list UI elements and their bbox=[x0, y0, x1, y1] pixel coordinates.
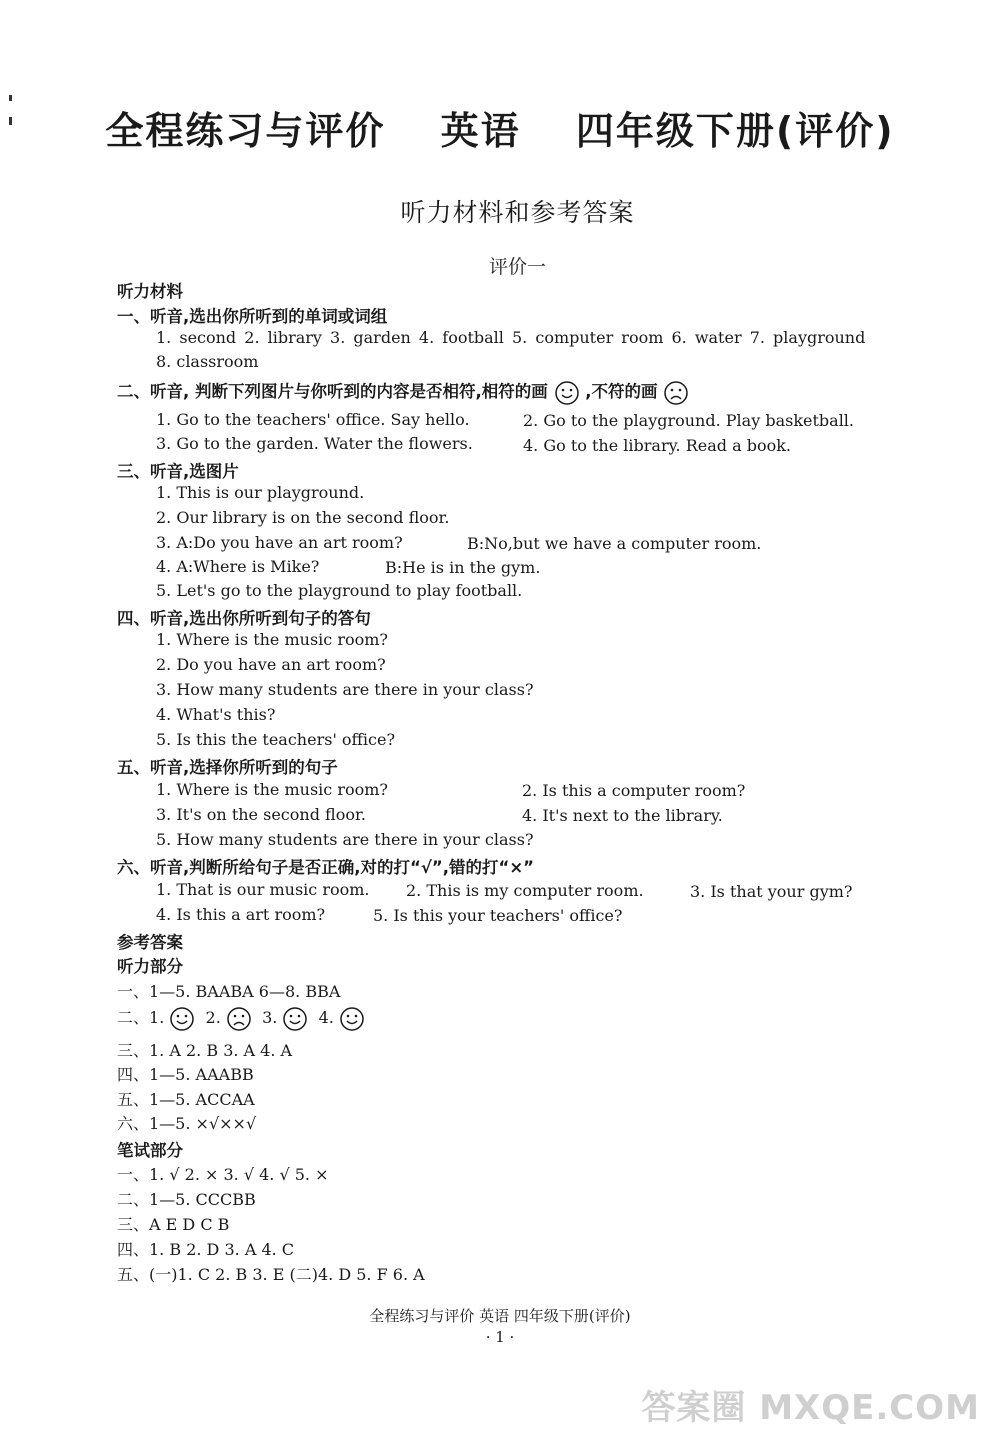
s5-item-4: 4. It's next to the library. bbox=[522, 806, 723, 825]
s2-heading-b: ,不符的画 bbox=[585, 382, 658, 401]
answer-l4: 四、1—5. AAABB bbox=[117, 1065, 254, 1084]
title-part3: 四年级下册(评价) bbox=[575, 109, 895, 153]
s3-item-3b: B:No,but we have a computer room. bbox=[467, 534, 762, 553]
smile-icon bbox=[339, 1006, 365, 1032]
smile-icon bbox=[282, 1006, 308, 1032]
page-title bbox=[0, 100, 1000, 155]
s2-item-3: 3. Go to the garden. Water the flowers. bbox=[156, 434, 473, 453]
subtitle: 听力材料和参考答案 bbox=[400, 198, 635, 227]
smile-icon bbox=[169, 1006, 195, 1032]
answer-w2: 二、1—5. CCCBB bbox=[117, 1190, 256, 1209]
s5-item-2: 2. Is this a computer room? bbox=[522, 781, 746, 800]
s5-heading: 五、听音,选择你所听到的句子 bbox=[117, 758, 338, 777]
s3-item-2: 2. Our library is on the second floor. bbox=[156, 508, 450, 527]
answer-l1: 一、1—5. BAABA 6—8. BBA bbox=[117, 982, 341, 1001]
s6-item-1: 1. That is our music room. bbox=[156, 880, 370, 899]
watermark: 答案圈 MXQE.COM bbox=[641, 1388, 980, 1428]
s4-item-3: 3. How many students are there in your class? bbox=[156, 680, 534, 699]
s5-item-3: 3. It's on the second floor. bbox=[156, 805, 366, 824]
answer-l2-prefix: 二、 bbox=[117, 1008, 150, 1027]
title-part2: 英语 bbox=[440, 109, 521, 153]
s2-heading-a: 二、听音, 判断下列图片与你听到的内容是否相符,相符的画 bbox=[117, 382, 548, 401]
s2-item-1: 1. Go to the teachers' office. Say hello. bbox=[156, 410, 470, 429]
s1-heading: 一、听音,选出你所听到的单词或词组 bbox=[117, 307, 388, 326]
answer-w5: 五、(一)1. C 2. B 3. E (二)4. D 5. F 6. A bbox=[117, 1265, 425, 1284]
s6-heading: 六、听音,判断所给句子是否正确,对的打“√”,错的打“×” bbox=[117, 858, 535, 877]
answers-label: 参考答案 bbox=[117, 933, 183, 952]
s4-item-5: 5. Is this the teachers' office? bbox=[156, 730, 396, 749]
s3-item-4b: B:He is in the gym. bbox=[385, 558, 541, 577]
smile-icon bbox=[554, 380, 580, 406]
answer-l2 bbox=[117, 1005, 365, 1032]
s4-item-4: 4. What's this? bbox=[156, 705, 276, 724]
s4-heading: 四、听音,选出你所听到句子的答句 bbox=[117, 609, 371, 628]
answer-l2-n2: 2. bbox=[205, 1008, 221, 1027]
s6-item-5: 5. Is this your teachers' office? bbox=[373, 906, 623, 925]
title-part1: 全程练习与评价 bbox=[105, 109, 386, 153]
listening-material-label: 听力材料 bbox=[117, 282, 183, 301]
answer-l2-n3: 3. bbox=[262, 1008, 278, 1027]
page-footer: 全程练习与评价 英语 四年级下册(评价) bbox=[369, 1307, 631, 1325]
s2-heading bbox=[117, 378, 689, 406]
answer-l2-n4: 4. bbox=[318, 1008, 334, 1027]
s3-heading: 三、听音,选图片 bbox=[117, 462, 239, 481]
answer-w3: 三、A E D C B bbox=[117, 1215, 230, 1234]
s6-item-4: 4. Is this a art room? bbox=[156, 905, 326, 924]
listening-part-label: 听力部分 bbox=[117, 957, 183, 976]
s6-item-3: 3. Is that your gym? bbox=[690, 882, 853, 901]
s6-item-2: 2. This is my computer room. bbox=[406, 881, 644, 900]
s5-item-1: 1. Where is the music room? bbox=[156, 780, 388, 799]
s1-line2: 8. classroom bbox=[156, 352, 259, 371]
s5-item-5: 5. How many students are there in your class? bbox=[156, 830, 534, 849]
s3-item-5: 5. Let's go to the playground to play football. bbox=[156, 581, 523, 600]
answer-w1: 一、1. √ 2. × 3. √ 4. √ 5. × bbox=[117, 1165, 329, 1184]
page-number: · 1 · bbox=[485, 1328, 515, 1346]
s4-item-2: 2. Do you have an art room? bbox=[156, 655, 386, 674]
s2-item-4: 4. Go to the library. Read a book. bbox=[523, 436, 791, 455]
answer-l3: 三、1. A 2. B 3. A 4. A bbox=[117, 1041, 293, 1060]
answer-w4: 四、1. B 2. D 3. A 4. C bbox=[117, 1240, 295, 1259]
frown-icon bbox=[226, 1006, 252, 1032]
s4-item-1: 1. Where is the music room? bbox=[156, 630, 388, 649]
s1-line1: 1. second 2. library 3. garden 4. football 5. computer room 6. water 7. playground bbox=[156, 328, 866, 347]
s3-item-4a: 4. A:Where is Mike? bbox=[156, 557, 320, 576]
answer-l2-n1: 1. bbox=[149, 1008, 165, 1027]
s3-item-1: 1. This is our playground. bbox=[156, 483, 365, 502]
s2-item-2: 2. Go to the playground. Play basketball. bbox=[523, 411, 855, 430]
eval-title: 评价一 bbox=[488, 256, 546, 278]
answer-l6: 六、1—5. ×√××√ bbox=[117, 1114, 257, 1133]
frown-icon bbox=[663, 380, 689, 406]
s3-item-3a: 3. A:Do you have an art room? bbox=[156, 533, 403, 552]
answer-l5: 五、1—5. ACCAA bbox=[117, 1090, 255, 1109]
written-part-label: 笔试部分 bbox=[117, 1141, 183, 1160]
